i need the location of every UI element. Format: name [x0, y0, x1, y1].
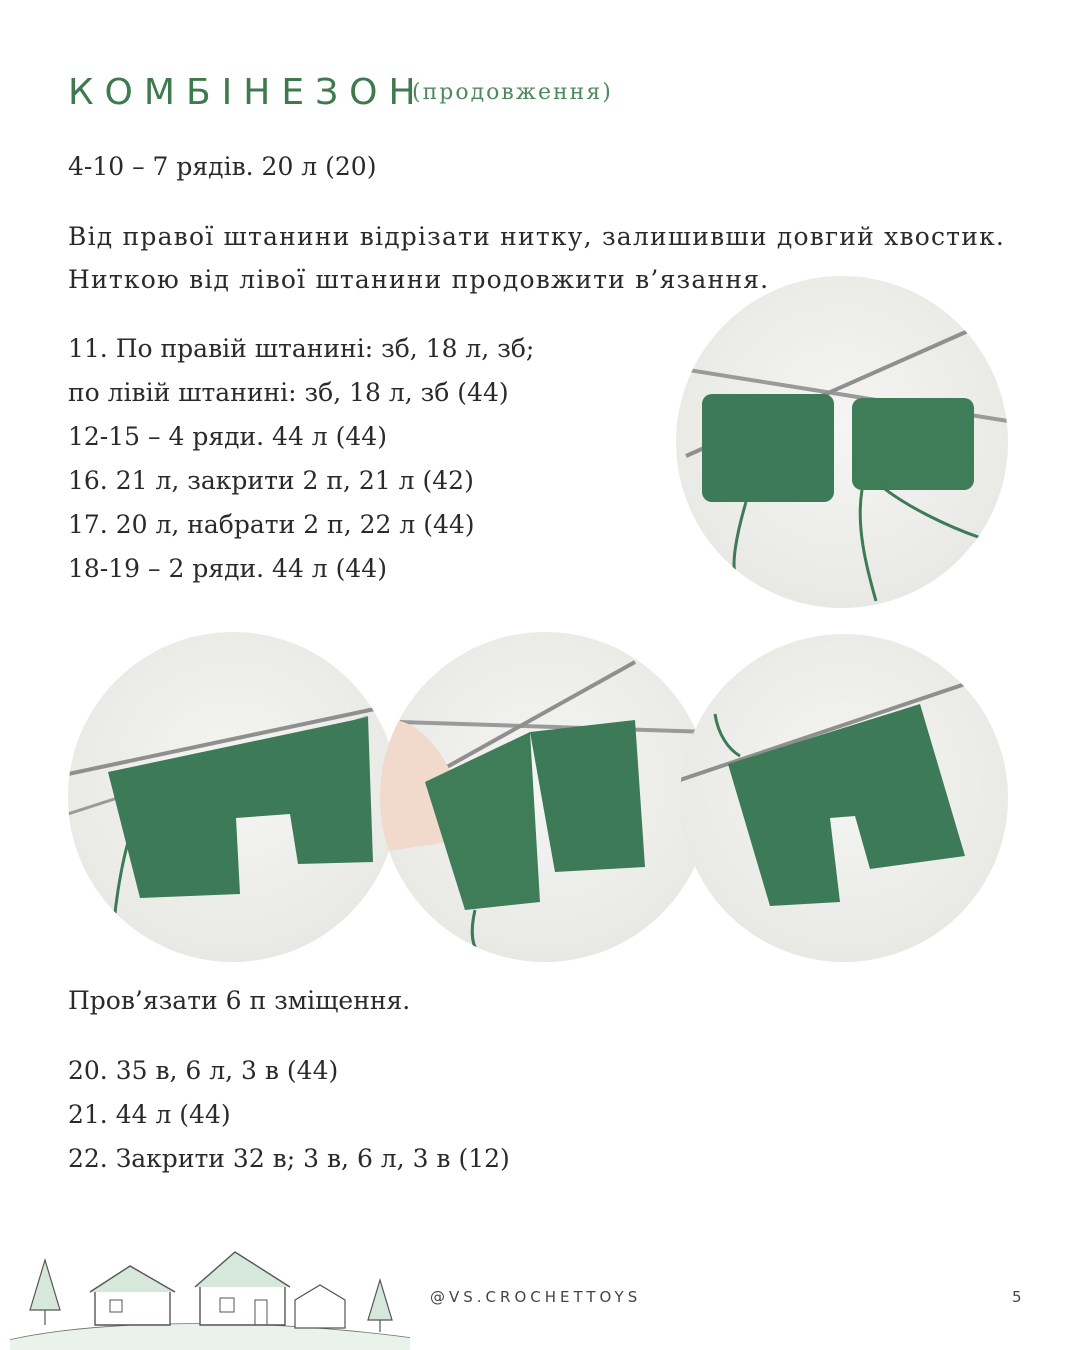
- pattern-row-21: 21. 44 л (44): [68, 1100, 231, 1129]
- pattern-rows-12-15: 12-15 – 4 ряди. 44 л (44): [68, 422, 387, 451]
- pattern-rows-18-19: 18-19 – 2 ряди. 44 л (44): [68, 554, 387, 583]
- photo-finished-shorts: [680, 634, 1008, 962]
- pattern-row-11a: 11. По правій штанині: зб, 18 л, зб;: [68, 334, 535, 363]
- photo-two-legs-on-needles: [676, 276, 1008, 608]
- page-number: 5: [1012, 1288, 1022, 1306]
- pattern-row-20: 20. 35 в, 6 л, 3 в (44): [68, 1056, 339, 1085]
- instruction-continue: Ниткою від лівої штанини продовжити в’язання.: [68, 265, 770, 294]
- pattern-row-17: 17. 20 л, набрати 2 п, 22 л (44): [68, 510, 475, 539]
- pattern-row-16: 16. 21 л, закрити 2 п, 21 л (42): [68, 466, 474, 495]
- instruction-shift-stitches: Пров’язати 6 п зміщення.: [68, 986, 411, 1015]
- winter-village-illustration: [10, 1240, 410, 1350]
- photo-joined-shorts-illustration: [68, 632, 398, 962]
- photo-shorts-in-hand-illustration: [380, 632, 710, 962]
- pattern-row-22: 22. Закрити 32 в; 3 в, 6 л, 3 в (12): [68, 1144, 510, 1173]
- photo-shorts-in-hand: [380, 632, 710, 962]
- page-subtitle: (продовження): [412, 80, 613, 105]
- photo-finished-shorts-illustration: [680, 634, 1008, 962]
- photo-two-legs-illustration: [676, 276, 1008, 608]
- instagram-handle: @VS.CROCHETTOYS: [430, 1288, 642, 1306]
- photo-joined-shorts: [68, 632, 398, 962]
- pattern-row-11b: по лівій штанині: зб, 18 л, зб (44): [68, 378, 509, 407]
- page-title: КОМБІНЕЗОН: [68, 72, 427, 113]
- pattern-rows-4-10: 4-10 – 7 рядів. 20 л (20): [68, 152, 377, 181]
- instruction-cut-yarn: Від правої штанини відрізати нитку, залишивши довгий хвостик.: [68, 222, 1006, 251]
